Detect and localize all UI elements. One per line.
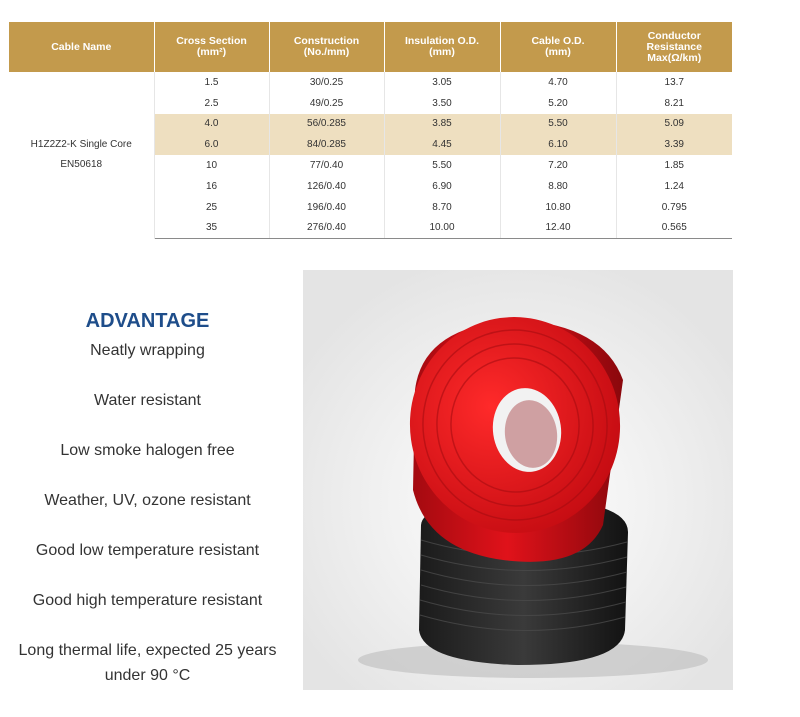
table-cell: 4.70	[500, 72, 616, 93]
advantage-item: Long thermal life, expected 25 years under 90 °C	[18, 642, 277, 684]
advantage-item: Low smoke halogen free	[60, 442, 235, 459]
table-cell: 10	[154, 155, 269, 176]
column-header-line: Conductor	[647, 29, 701, 42]
table-cell: 35	[154, 218, 269, 239]
cable-name-line: EN50618	[60, 159, 103, 171]
table-cell: 8.70	[384, 197, 500, 218]
table-cell: 0.795	[661, 201, 687, 213]
table-cell: 4.0	[154, 114, 269, 135]
column-header-line: (No./mm)	[303, 46, 350, 58]
column-header-line: Insulation O.D.	[404, 35, 480, 47]
table-cell: 8.21	[664, 97, 684, 109]
column-header	[269, 22, 384, 72]
table-cell: 276/0.40	[269, 218, 384, 239]
cable-name-line: H1Z2Z2-K Single Core	[30, 139, 132, 151]
table-cell: 6.90	[384, 176, 500, 197]
advantage-item: Good high temperature resistant	[32, 592, 263, 609]
table-cell: 4.45	[384, 134, 500, 155]
table-cell: 77/0.40	[269, 155, 384, 176]
table-cell: 16	[154, 176, 269, 197]
column-header-line: (mm)	[429, 46, 455, 58]
table-cell: 1.5	[154, 72, 269, 93]
table-cell: 6.0	[154, 134, 269, 155]
table-cell: 49/0.25	[269, 93, 384, 114]
table-cell: 10.00	[384, 218, 500, 239]
column-header-line: Resistance	[646, 40, 702, 53]
column-header-line: Max(Ω/km)	[647, 51, 702, 64]
table-cell: 7.20	[500, 155, 616, 176]
table-row	[9, 72, 732, 93]
table-cell: 25	[154, 197, 269, 218]
table-header-row	[9, 22, 732, 72]
table-cell: 3.39	[616, 134, 732, 155]
table-cell: 6.10	[500, 134, 616, 155]
table-cell: 1.85	[664, 160, 684, 172]
table-cell: 2.5	[154, 93, 269, 114]
column-header	[9, 22, 154, 72]
table-cell: 5.50	[500, 114, 616, 135]
table-cell: 1.24	[664, 180, 684, 192]
advantage-section	[0, 310, 295, 688]
table-cell: 126/0.40	[269, 176, 384, 197]
table-cell: 13.7	[664, 76, 684, 88]
table-cell: 196/0.40	[269, 197, 384, 218]
table-cell: 8.80	[500, 176, 616, 197]
column-header	[500, 22, 616, 72]
table-cell: 5.09	[616, 114, 732, 135]
column-header-line: Cross Section	[176, 35, 247, 47]
cable-reels-image	[303, 270, 733, 690]
table-cell: 10.80	[500, 197, 616, 218]
table-cell: 84/0.285	[269, 134, 384, 155]
table-cell: 5.20	[500, 93, 616, 114]
advantage-item: Good low temperature resistant	[35, 542, 260, 559]
table-body	[9, 72, 732, 239]
table-cell: 3.85	[384, 114, 500, 135]
table-cell: 5.50	[384, 155, 500, 176]
advantage-item: Weather, UV, ozone resistant	[44, 492, 251, 509]
column-header	[154, 22, 269, 72]
advantage-item: Water resistant	[94, 392, 201, 409]
column-header-line: Cable O.D.	[531, 35, 585, 47]
table-cell: 0.565	[616, 218, 732, 239]
cable-name-cell	[9, 72, 154, 239]
spec-table	[9, 22, 732, 239]
advantage-item: Neatly wrapping	[90, 342, 205, 359]
column-header-line: (mm)	[545, 46, 571, 58]
table-cell: 12.40	[500, 218, 616, 239]
column-header	[616, 22, 732, 72]
advantage-list	[0, 338, 295, 688]
column-header-line: Construction	[293, 35, 360, 47]
column-header	[384, 22, 500, 72]
table-cell: 30/0.25	[269, 72, 384, 93]
column-header-line: Cable Name	[51, 40, 112, 53]
table-cell: 56/0.285	[269, 114, 384, 135]
table-cell: 3.05	[384, 72, 500, 93]
table-cell: 3.50	[384, 93, 500, 114]
advantage-title: ADVANTAGE	[85, 310, 210, 332]
column-header-line: (mm²)	[196, 46, 227, 58]
